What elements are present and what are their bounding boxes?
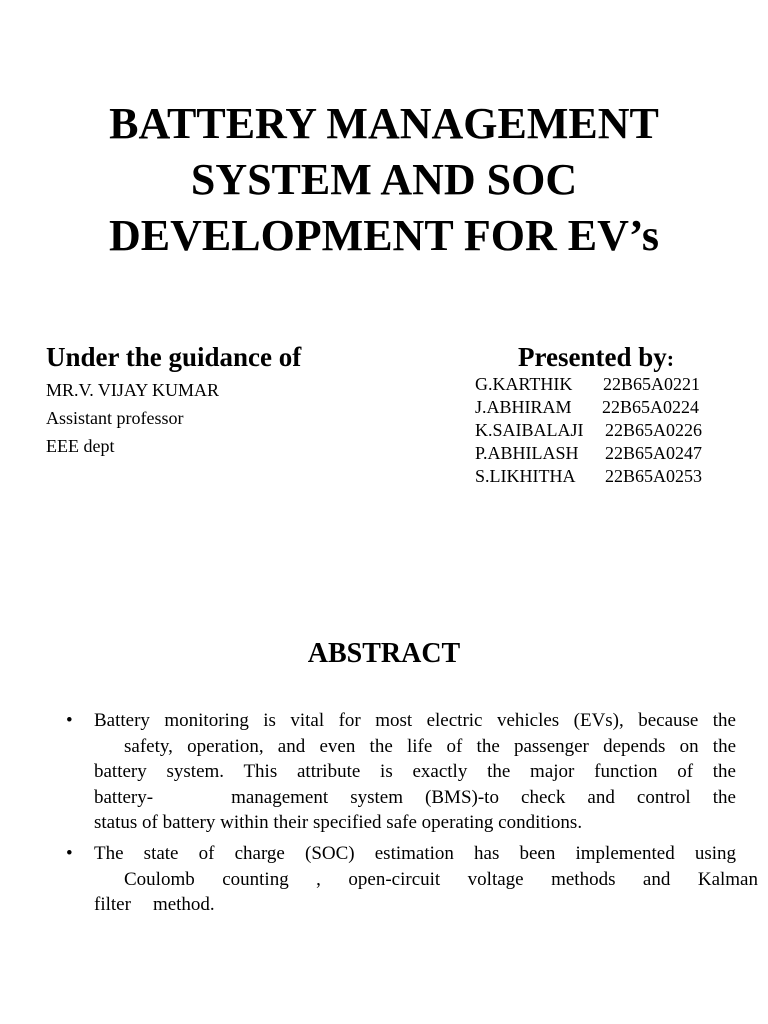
title-line-2: SYSTEM AND SOC bbox=[190, 155, 578, 204]
presented-by-label: Presented by bbox=[518, 342, 667, 372]
abstract-bullet-2 bbox=[66, 841, 758, 918]
student-row bbox=[475, 419, 735, 442]
bullet-1-line-4-end: management system (BMS)-to check and control the bbox=[231, 786, 736, 808]
student-name: G.KARTHIK bbox=[475, 374, 573, 394]
guidance-heading: Under the guidance of bbox=[46, 342, 302, 372]
bullet-1-line-5: status of battery within their specified safe operating conditions. bbox=[94, 812, 583, 833]
student-row bbox=[475, 373, 735, 396]
student-name: K.SAIBALAJI bbox=[475, 420, 584, 440]
presented-by-heading bbox=[518, 340, 674, 376]
student-list bbox=[475, 373, 735, 488]
abstract-heading: ABSTRACT bbox=[307, 638, 461, 669]
student-name: P.ABHILASH bbox=[475, 443, 579, 463]
student-roll: 22B65A0247 bbox=[605, 443, 703, 463]
student-name: S.LIKHITHA bbox=[475, 466, 576, 486]
bullet-2-line-1: The state of charge (SOC) estimation has been implemented using bbox=[94, 843, 736, 864]
student-name: J.ABHIRAM bbox=[475, 397, 572, 417]
student-row bbox=[475, 396, 735, 419]
presented-by-colon: : bbox=[666, 346, 675, 371]
bullet-2-line-3-start: filter bbox=[94, 894, 131, 915]
guide-designation: Assistant professor bbox=[46, 408, 184, 428]
student-roll: 22B65A0224 bbox=[602, 397, 700, 417]
bullet-marker: • bbox=[66, 710, 73, 731]
bullet-marker: • bbox=[66, 843, 73, 864]
abstract-bullet-1 bbox=[66, 708, 736, 836]
student-roll: 22B65A0221 bbox=[603, 374, 701, 394]
student-row bbox=[475, 465, 735, 488]
student-row bbox=[475, 442, 735, 465]
bullet-1-line-4 bbox=[94, 785, 736, 811]
bullet-1-line-4-start: battery- bbox=[94, 786, 154, 808]
bullet-1-line-1: Battery monitoring is vital for most electric vehicles (EVs), because the bbox=[94, 710, 736, 731]
guide-department: EEE dept bbox=[46, 436, 115, 456]
bullet-2-line-2: Coulomb counting , open-circuit voltage methods and Kalman bbox=[124, 868, 758, 890]
guide-name: MR.V. VIJAY KUMAR bbox=[46, 380, 220, 400]
student-roll: 22B65A0253 bbox=[605, 466, 703, 486]
student-roll: 22B65A0226 bbox=[605, 420, 703, 440]
slide-title bbox=[40, 96, 728, 264]
guidance-details bbox=[46, 376, 219, 460]
bullet-2-line-3 bbox=[94, 892, 736, 918]
title-line-1: BATTERY MANAGEMENT bbox=[109, 99, 659, 148]
bullet-1-line-2: safety, operation, and even the life of the passenger depends on the bbox=[124, 735, 736, 757]
bullet-1-line-3: battery system. This attribute is exactly the major function of the bbox=[94, 761, 736, 782]
title-line-3: DEVELOPMENT FOR EV’s bbox=[108, 211, 660, 260]
bullet-2-line-3-end: method. bbox=[152, 894, 215, 915]
